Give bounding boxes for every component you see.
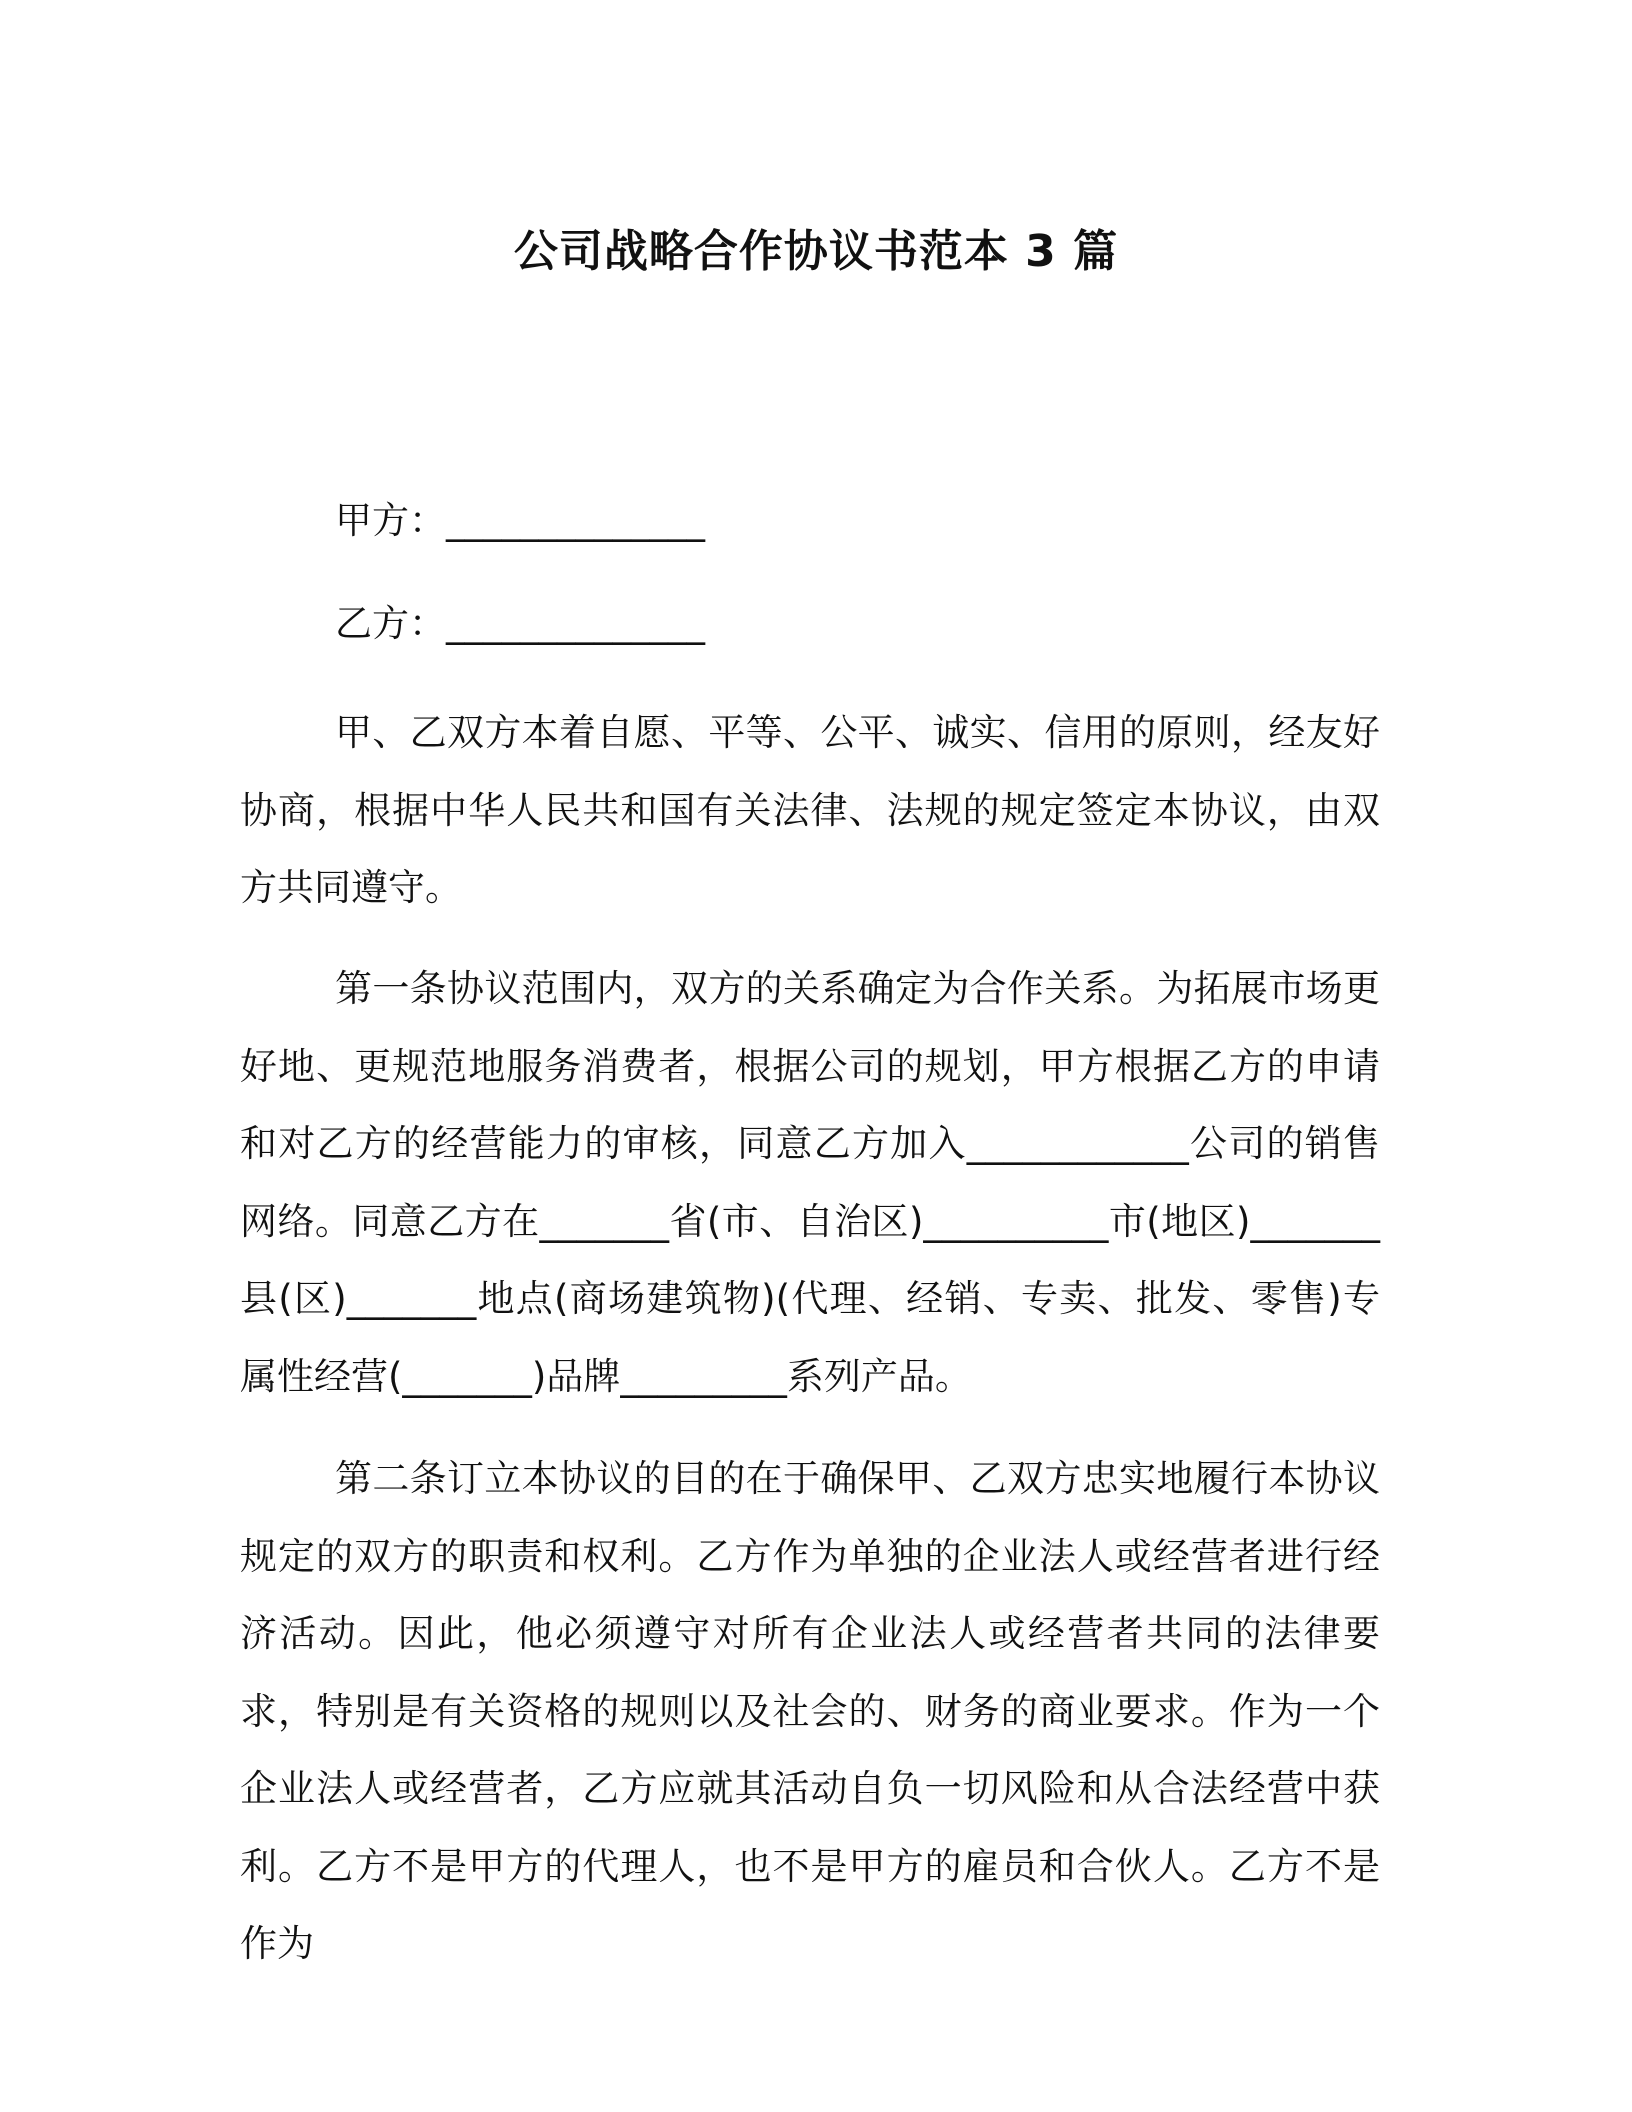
preamble-paragraph: 甲、乙双方本着自愿、平等、公平、诚实、信用的原则，经友好协商，根据中华人民共和国有关法律、法规的规定签定本协议，由双方共同遵守。 (240, 711, 1380, 909)
party-a-line: 甲方：______________ (335, 499, 705, 542)
document-title: 公司战略合作协议书范本 3 篇 (513, 226, 1119, 277)
party-b-line: 乙方：______________ (335, 602, 705, 645)
article-one-paragraph: 第一条协议范围内，双方的关系确定为合作关系。为拓展市场更好地、更规范地服务消费者，根据公司的规划，甲方根据乙方的申请和对乙方的经营能力的审核，同意乙方加入____________公司的销售网络。同意乙方在_______省(市、自治区)__________市(地区)_______县(区)_______地点(商场建筑物)(代理、经销、专卖、批发、零售)专属性经营(_______)品牌_________系列产品。 (240, 967, 1380, 1398)
article-two-paragraph: 第二条订立本协议的目的在于确保甲、乙双方忠实地履行本协议规定的双方的职责和权利。乙方作为单独的企业法人或经营者进行经济活动。因此，他必须遵守对所有企业法人或经营者共同的法律要求，特别是有关资格的规则以及社会的、财务的商业要求。作为一个企业法人或经营者，乙方应就其活动自负一切风险和从合法经营中获利。乙方不是甲方的代理人，也不是甲方的雇员和合伙人。乙方不是作为 (240, 1457, 1380, 1965)
